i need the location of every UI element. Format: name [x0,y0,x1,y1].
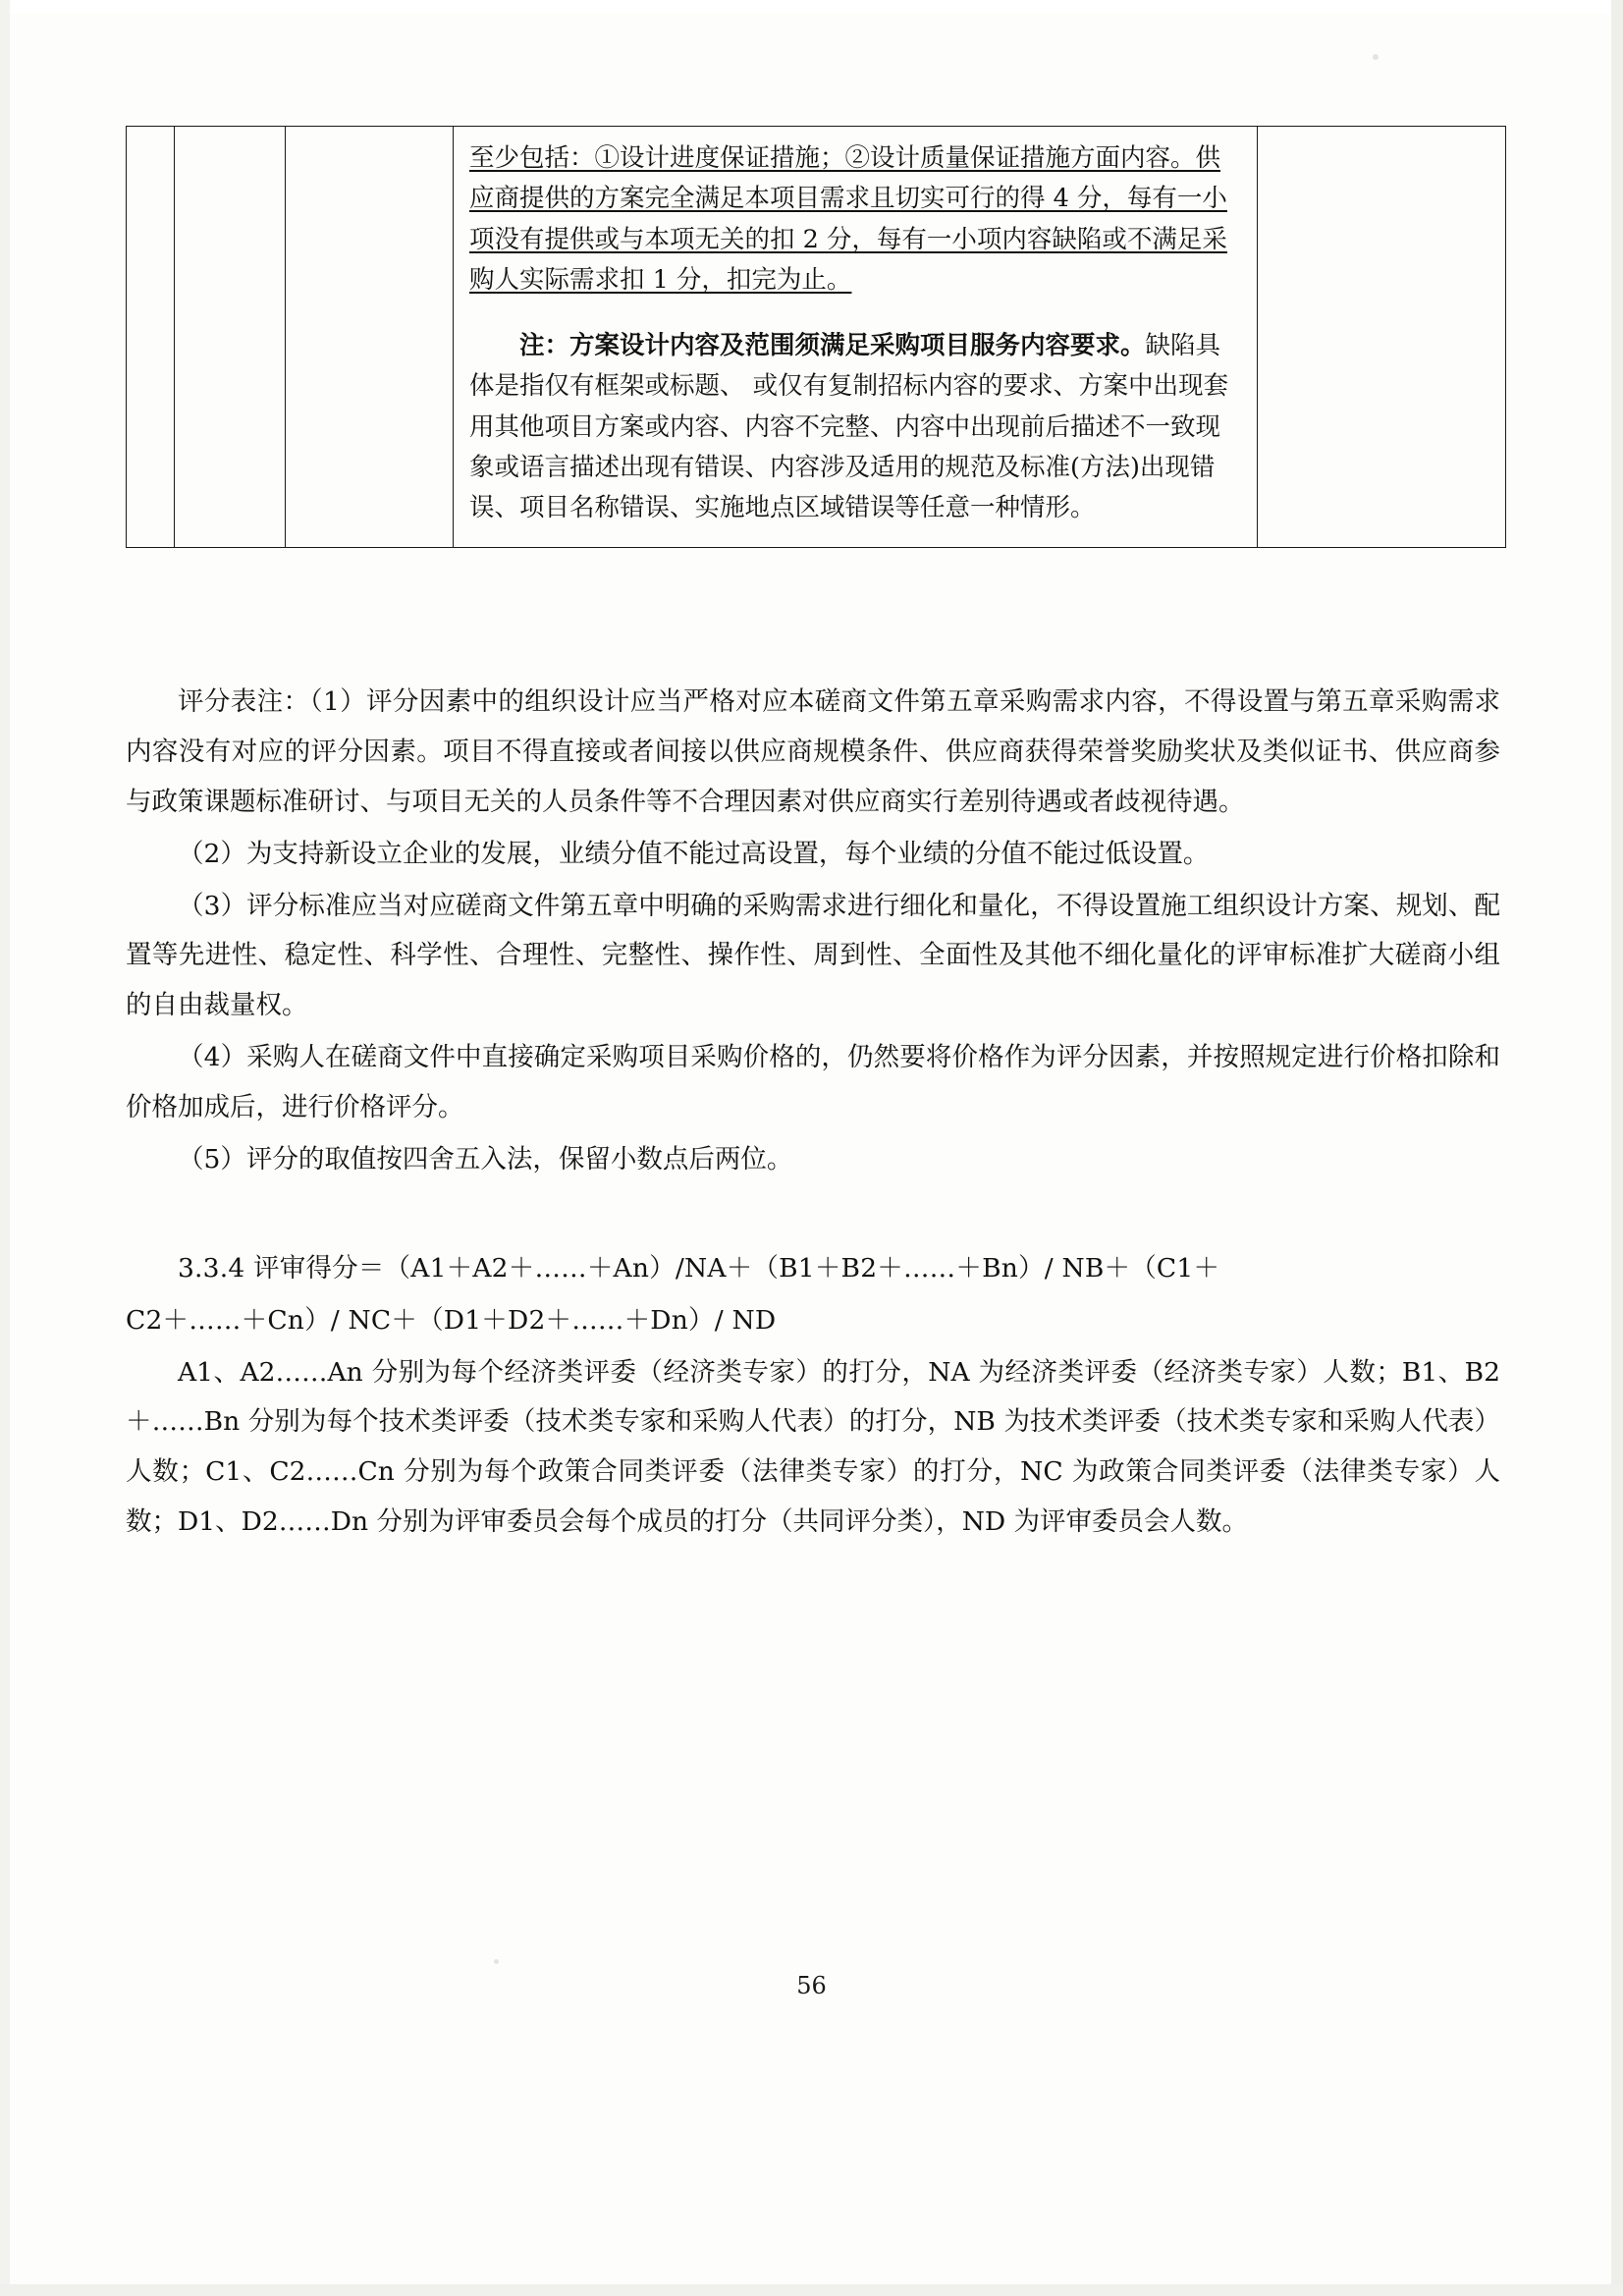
notes-heading: 评分表注： [178,686,310,717]
criteria-note [469,326,1241,528]
scan-speck [494,1959,499,1964]
scan-speck [1373,54,1379,60]
formula-line-2: C2＋……＋Cn）/ NC＋（D1＋D2＋……＋Dn）/ ND [126,1304,777,1336]
table-cell-index [127,127,175,548]
note-rest-text: 缺陷具体是指仅有框架或标题、 或仅有复制招标内容的要求、方案中出现套用其他项目方案或内容、内容不完整、内容中出现前后描述不一致现象或语言描述出现有错误、内容涉及适用的规范及标准(方法)出现错误、项目名称错误、实施地点区域错误等任意一种情形。 [469,331,1229,523]
note-bold-text: 方案设计内容及范围须满足采购项目服务内容要求。 [569,331,1146,361]
notes-item-4: （4）采购人在磋商文件中直接确定采购项目采购价格的，仍然要将价格作为评分因素，并按照规定进行价格扣除和价格加成后，进行价格评分。 [126,1042,1500,1122]
table-cell-weight [286,127,454,548]
section-gap [126,1187,1500,1244]
table-cell-factor [175,127,286,548]
scoring-criteria-table [126,126,1506,548]
notes-item-5: （5）评分的取值按四舍五入法，保留小数点后两位。 [178,1143,793,1175]
note-label: 注： [519,331,570,361]
notes-item-1-text: （1）评分因素中的组织设计应当严格对应本磋商文件第五章采购需求内容，不得设置与第五章采购需求内容没有对应的评分因素。项目不得直接或者间接以供应商规模条件、供应商获得荣誉奖励奖状及类似证书、供应商参与政策课题标准研讨、与项目无关的人员条件等不合理因素对供应商实行差别待遇或者歧视待遇。 [126,686,1501,817]
notes-item-3: （3）评分标准应当对应磋商文件第五章中明确的采购需求进行细化和量化，不得设置施工组织设计方案、规划、配置等先进性、稳定性、科学性、合理性、完整性、操作性、周到性、全面性及其他不细化量化的评审标准扩大磋商小组的自由裁量权。 [126,890,1500,1021]
table-cell-criteria [454,127,1258,548]
notes-item-1 [126,678,1500,828]
criteria-underlined-text: 至少包括：①设计进度保证措施；②设计质量保证措施方面内容。供应商提供的方案完全满足本项目需求且切实可行的得 4 分，每有一小项没有提供或与本项无关的扣 2 分，每有一小项内容缺陷或不满足采购人实际需求扣 1 分，扣完为止。 [469,143,1227,295]
page-number: 56 [796,1972,827,1999]
table-row [127,127,1506,548]
formula-explanation: A1、A2……An 分别为每个经济类评委（经济类专家）的打分，NA 为经济类评委（经济类专家）人数；B1、B2＋……Bn 分别为每个技术类评委（技术类专家和采购人代表）的打分，NB 为技术类评委（技术类专家和采购人代表）人数；C1、C2……Cn 分别为每个政策合同类评委（法律类专家）的打分，NC 为政策合同类评委（法律类专家）人数；D1、D2……Dn 分别为评审委员会每个成员的打分（共同评分类），ND 为评审委员会人数。 [126,1356,1500,1538]
formula-line-1: 3.3.4 评审得分＝（A1＋A2＋……＋An）/NA＋（B1＋B2＋……＋Bn）/ NB＋（C1＋ [178,1252,1220,1284]
table-cell-remarks [1258,127,1506,548]
body-text-block [126,678,1500,1550]
notes-item-2: （2）为支持新设立企业的发展，业绩分值不能过高设置，每个业绩的分值不能过低设置。 [178,838,1210,869]
